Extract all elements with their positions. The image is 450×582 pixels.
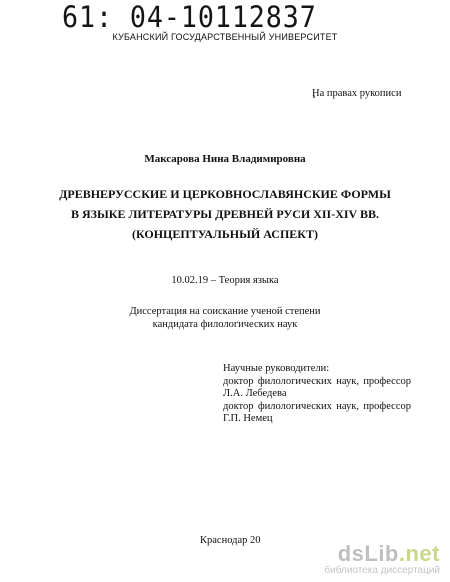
supervisor-1-degree xyxy=(223,376,411,389)
archive-number-handwritten: 61: 04-10112837 xyxy=(62,0,317,34)
supervisors-block xyxy=(223,363,411,426)
manuscript-rights-note: На правах рукописи xyxy=(312,88,402,99)
supervisor-1-degree-word: доктор xyxy=(223,375,254,387)
dslib-caption: библиотека диссертаций xyxy=(324,565,440,576)
degree-line-2: кандидата филологических наук xyxy=(152,319,298,330)
title-line-2: В ЯЗЫКЕ ЛИТЕРАТУРЫ ДРЕВНЕЙ РУСИ XII-XIV ВВ. xyxy=(70,207,379,221)
specialty-code: 10.02.19 – Теория языка xyxy=(171,275,279,286)
degree-statement xyxy=(0,305,450,331)
dslib-watermark xyxy=(324,543,440,576)
supervisor-2-degree xyxy=(223,401,411,414)
dslib-logo-main: dsLib xyxy=(337,541,399,566)
supervisor-2-degree-word: доктор xyxy=(223,400,254,412)
title-line-3: (КОНЦЕПТУАЛЬНЫЙ АСПЕКТ) xyxy=(131,227,319,241)
dslib-logo xyxy=(324,543,440,565)
title-line-1: ДРЕВНЕРУССКИЕ И ЦЕРКОВНОСЛАВЯНСКИЕ ФОРМЫ xyxy=(59,187,391,201)
university-name: КУБАНСКИЙ ГОСУДАРСТВЕННЫЙ УНИВЕРСИТЕТ xyxy=(112,32,338,42)
supervisor-1-name: Л.А. Лебедева xyxy=(223,388,287,399)
supervisors-heading: Научные руководители: xyxy=(223,363,330,374)
city-year: Краснодар 20 xyxy=(200,535,261,546)
degree-line-1: Диссертация на соискание ученой степени xyxy=(129,306,321,317)
supervisor-2-degree-word: наук, xyxy=(336,400,359,412)
dslib-logo-accent: .net xyxy=(398,541,440,566)
supervisor-2-name: Г.П. Немец xyxy=(223,413,273,424)
supervisor-1-degree-word: филологических xyxy=(257,375,332,387)
author-name: Максарова Нина Владимировна xyxy=(144,153,306,165)
supervisor-2-degree-word: профессор xyxy=(363,400,411,412)
dissertation-title xyxy=(0,184,450,244)
supervisor-2-degree-word: филологических xyxy=(257,400,332,412)
supervisor-1-degree-word: наук, xyxy=(336,375,359,387)
supervisor-1-degree-word: профессор xyxy=(363,375,411,387)
